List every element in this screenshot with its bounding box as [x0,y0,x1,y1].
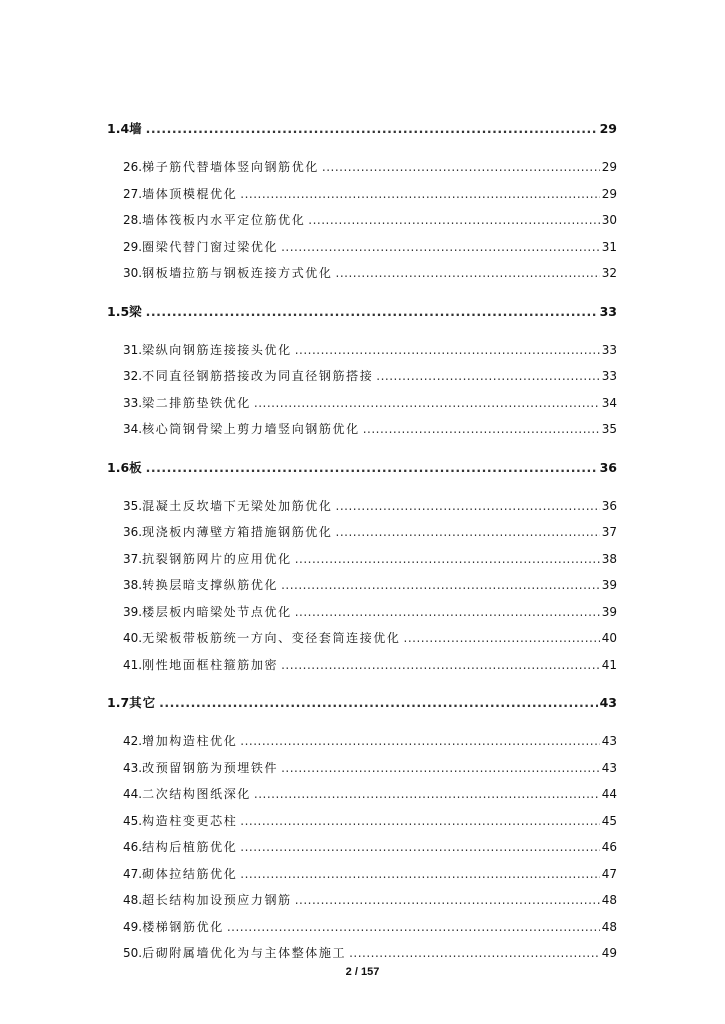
entry-title: 圈梁代替门窗过梁优化 [142,239,279,254]
dot-leader [295,887,600,914]
dot-leader [159,686,597,720]
dot-leader [336,519,600,546]
toc-entry[interactable] [107,363,617,390]
toc-entry[interactable] [107,755,617,782]
toc-section[interactable] [107,451,617,485]
entry-page: 36 [601,498,617,513]
entry-number: 27. [123,186,143,201]
dot-leader [308,207,599,234]
entry-title: 结构后植筋优化 [142,840,238,854]
toc-entry[interactable] [107,234,617,261]
entry-number: 36. [123,525,143,539]
entry-title: 钢板墙拉筋与钢板连接方式优化 [142,266,333,280]
entry-page: 45 [601,813,617,828]
dot-leader [240,728,599,755]
toc-section[interactable] [107,295,617,329]
entry-page: 46 [601,840,617,854]
toc-entry[interactable] [107,861,617,888]
entry-number: 39. [123,604,143,619]
entry-number: 37. [123,551,143,566]
entry-number: 46. [123,840,143,854]
toc-entry[interactable] [107,416,617,443]
entry-title: 梯子筋代替墙体竖向钢筋优化 [142,160,319,174]
toc-entry[interactable] [107,940,617,967]
entry-number: 26. [123,160,143,174]
section-title: 其它 [129,695,157,710]
entry-title: 墙体筏板内水平定位筋优化 [142,213,306,227]
entry-title: 核心筒钢骨梁上剪力墙竖向钢筋优化 [142,422,360,436]
entry-page: 37 [601,525,617,539]
entry-number: 31. [123,342,143,357]
entry-number: 42. [123,734,143,748]
entry-page: 29 [601,186,617,201]
page-number: 2 / 157 [345,966,380,978]
entry-title: 楼梯钢筋优化 [142,919,224,934]
toc-entry[interactable] [107,337,617,364]
entry-title: 增加构造柱优化 [142,734,238,748]
entry-number: 29. [123,239,143,254]
toc-entry[interactable] [107,887,617,914]
dot-leader [240,181,599,208]
dot-leader [281,652,600,679]
entry-number: 48. [123,893,143,907]
section-number: 1.5 [107,303,130,319]
entry-title: 超长结构加设预应力钢筋 [142,893,292,907]
entry-number: 38. [123,578,143,592]
entry-page: 35 [601,422,617,436]
section-number: 1.7 [107,695,130,710]
dot-leader [240,861,599,888]
entry-page: 49 [601,946,617,960]
entry-title: 抗裂钢筋网片的应用优化 [142,551,292,566]
dot-leader [240,808,599,835]
entry-title: 二次结构图纸深化 [142,787,251,801]
entry-page: 43 [601,734,617,748]
entry-number: 49. [123,919,143,934]
entry-title: 梁二排筋垫铁优化 [142,395,251,410]
entry-number: 40. [123,631,143,645]
toc-section[interactable] [107,112,617,146]
entry-title: 不同直径钢筋搭接改为同直径钢筋搭接 [142,369,374,383]
toc-entry[interactable] [107,519,617,546]
toc-entry[interactable] [107,781,617,808]
toc-entry[interactable] [107,154,617,181]
entry-page: 39 [601,578,617,592]
toc-entry[interactable] [107,834,617,861]
toc-section[interactable] [107,686,617,720]
entry-page: 48 [601,893,617,907]
entry-number: 45. [123,813,143,828]
entry-page: 40 [601,631,617,645]
section-page: 33 [599,303,617,319]
entry-page: 47 [601,866,617,881]
entry-title: 现浇板内薄壁方箱措施钢筋优化 [142,525,333,539]
dot-leader [254,390,600,417]
entry-page: 48 [601,919,617,934]
dot-leader [376,363,599,390]
toc-entry[interactable] [107,914,617,941]
entry-page: 31 [601,239,617,254]
section-title: 板 [129,459,143,475]
section-page: 43 [599,695,617,710]
entry-number: 44. [123,787,143,801]
section-title: 梁 [129,303,143,319]
entry-title: 墙体顶模棍优化 [142,186,238,201]
dot-leader [146,295,598,329]
table-of-contents [107,112,617,975]
dot-leader [146,451,598,485]
dot-leader [295,599,600,626]
entry-page: 33 [601,369,617,383]
dot-leader [336,493,600,520]
toc-entry[interactable] [107,728,617,755]
section-page: 36 [599,459,617,475]
dot-leader [281,755,600,782]
entry-page: 32 [601,266,617,280]
toc-entry[interactable] [107,652,617,679]
dot-leader [254,781,600,808]
dot-leader [295,546,600,573]
entry-page: 33 [601,342,617,357]
toc-entry[interactable] [107,808,617,835]
entry-number: 32. [123,369,143,383]
entry-title: 刚性地面框柱箍筋加密 [142,657,279,672]
entry-number: 35. [123,498,143,513]
dot-leader [363,416,600,443]
dot-leader [240,834,599,861]
entry-number: 47. [123,866,143,881]
toc-entry[interactable] [107,599,617,626]
section-number: 1.4 [107,121,130,136]
entry-number: 34. [123,422,143,436]
entry-title: 改预留钢筋为预埋铁件 [142,760,279,775]
entry-title: 梁纵向钢筋连接接头优化 [142,342,292,357]
entry-title: 构造柱变更芯柱 [142,813,238,828]
dot-leader [281,234,600,261]
entry-page: 34 [601,395,617,410]
entry-title: 砌体拉结筋优化 [142,866,238,881]
entry-page: 29 [601,160,617,174]
toc-entry[interactable] [107,181,617,208]
toc-entry[interactable] [107,493,617,520]
toc-entry[interactable] [107,572,617,599]
entry-title: 后砌附属墙优化为与主体整体施工 [142,946,347,960]
section-page: 29 [599,121,617,136]
dot-leader [404,625,600,652]
dot-leader [227,914,600,941]
entry-number: 30. [123,266,143,280]
toc-entry[interactable] [107,390,617,417]
dot-leader [295,337,600,364]
dot-leader [336,260,600,287]
entry-title: 无梁板带板筋统一方向、变径套筒连接优化 [142,631,401,645]
entry-title: 转换层暗支撑纵筋优化 [142,578,279,592]
dot-leader [146,112,598,146]
entry-number: 28. [123,213,143,227]
entry-number: 41. [123,657,143,672]
toc-entry[interactable] [107,546,617,573]
entry-page: 38 [601,551,617,566]
entry-title: 混凝土反坎墙下无梁处加筋优化 [142,498,333,513]
entry-page: 43 [601,760,617,775]
entry-title: 楼层板内暗梁处节点优化 [142,604,292,619]
toc-entry[interactable] [107,207,617,234]
dot-leader [281,572,600,599]
entry-number: 50. [123,946,143,960]
entry-page: 30 [601,213,617,227]
dot-leader [322,154,600,181]
toc-entry[interactable] [107,625,617,652]
dot-leader [349,940,600,967]
entry-page: 44 [601,787,617,801]
entry-number: 33. [123,395,143,410]
section-title: 墙 [129,121,143,136]
entry-page: 39 [601,604,617,619]
entry-number: 43. [123,760,143,775]
entry-page: 41 [601,657,617,672]
section-number: 1.6 [107,459,130,475]
toc-entry[interactable] [107,260,617,287]
